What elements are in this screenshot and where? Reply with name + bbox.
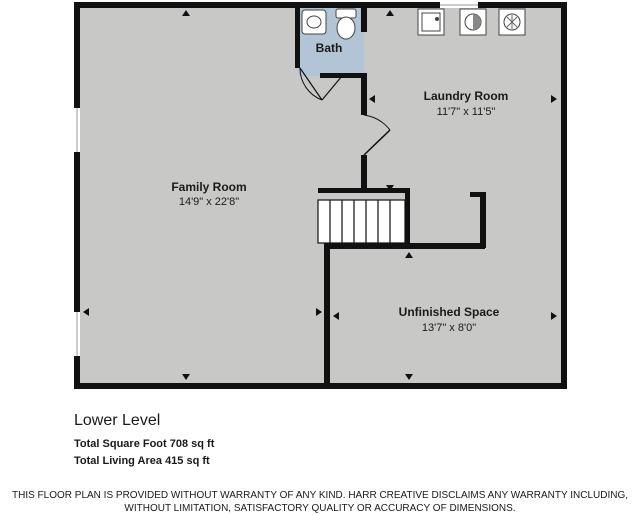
dryer-icon xyxy=(499,9,525,35)
disclaimer-line-2: WITHOUT LIMITATION, SATISFACTORY QUALITY OR ACCURACY OF DIMENSIONS. xyxy=(124,503,516,514)
level-title: Lower Level xyxy=(74,412,161,429)
total-square-foot: Total Square Foot 708 sq ft xyxy=(74,438,215,450)
bath-name: Bath xyxy=(315,41,343,55)
window-left-lower xyxy=(74,312,80,356)
stairs-icon xyxy=(318,200,405,243)
level-info xyxy=(74,412,214,470)
utility-sink-icon xyxy=(418,9,444,35)
laundry-room-dims: 11'7" x 11'5" xyxy=(436,106,496,118)
sink-icon xyxy=(302,10,326,34)
disclaimer xyxy=(0,489,640,515)
window-top-laundry xyxy=(440,2,478,8)
disclaimer-line-1: THIS FLOOR PLAN IS PROVIDED WITHOUT WARRANTY OF ANY KIND. HARR CREATIVE DISCLAIMS ANY WARRANTY INCLUDING, xyxy=(11,490,629,501)
unfinished-space-name: Unfinished Space xyxy=(398,305,500,319)
family-room-name: Family Room xyxy=(171,180,247,194)
window-left-upper xyxy=(74,108,80,152)
toilet-icon xyxy=(336,9,356,39)
unfinished-space-dims: 13'7" x 8'0" xyxy=(421,322,477,334)
family-room-dims: 14'9" x 22'8" xyxy=(178,196,240,208)
washer-icon xyxy=(460,9,486,35)
total-living-area: Total Living Area 415 sq ft xyxy=(74,455,210,467)
laundry-room-name: Laundry Room xyxy=(423,89,509,103)
